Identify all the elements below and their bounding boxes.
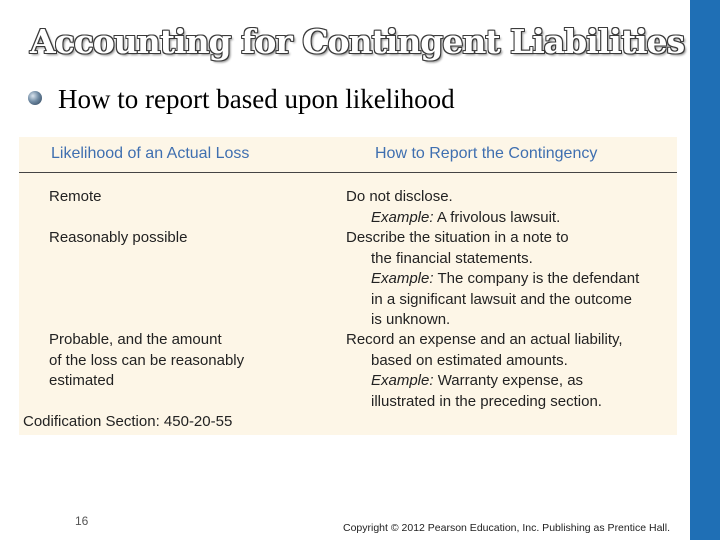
report-line: Describe the situation in a note to bbox=[346, 229, 569, 246]
example-label: Example: bbox=[371, 270, 434, 287]
example-text: is unknown. bbox=[371, 311, 451, 328]
example-text: in a significant lawsuit and the outcome bbox=[371, 290, 632, 308]
bullet-icon bbox=[28, 91, 42, 105]
slide-title: Accounting for Contingent Liabilities bbox=[30, 22, 685, 61]
table-row-remote-likelihood bbox=[49, 187, 289, 208]
likelihood-line: of the loss can be reasonably bbox=[49, 351, 245, 369]
table-row-probable-report bbox=[346, 330, 676, 412]
table-row-possible-report bbox=[346, 228, 676, 331]
table-row-possible-likelihood bbox=[49, 228, 289, 249]
example-text: illustrated in the preceding section. bbox=[371, 392, 602, 410]
likelihood-line: Remote bbox=[49, 188, 102, 205]
copyright-notice: Copyright © 2012 Pearson Education, Inc. Publishing as Prentice Hall. bbox=[343, 522, 671, 534]
example-text: Warranty expense, as bbox=[437, 372, 584, 389]
example-label: Example: bbox=[371, 208, 434, 226]
header-likelihood: Likelihood of an Actual Loss bbox=[51, 145, 250, 162]
report-line: Do not disclose. bbox=[346, 188, 453, 205]
header-report: How to Report the Contingency bbox=[375, 145, 598, 162]
example-text: The company is the defendant bbox=[437, 270, 640, 287]
accent-bar bbox=[690, 0, 720, 540]
contingency-table bbox=[19, 137, 677, 435]
table-row-probable-likelihood bbox=[49, 330, 289, 392]
example-line bbox=[346, 208, 676, 229]
codification-section: Codification Section: 450-20-55 bbox=[23, 413, 233, 430]
report-line: based on estimated amounts. bbox=[371, 351, 568, 369]
header-divider bbox=[19, 172, 677, 173]
likelihood-line: estimated bbox=[49, 372, 115, 389]
likelihood-line: Reasonably possible bbox=[49, 229, 188, 246]
page-number: 16 bbox=[75, 514, 89, 528]
likelihood-line: Probable, and the amount bbox=[49, 331, 222, 348]
example-line bbox=[346, 371, 676, 392]
example-text: A frivolous lawsuit. bbox=[436, 208, 561, 226]
example-line bbox=[346, 269, 676, 290]
bullet-text: How to report based upon likelihood bbox=[58, 84, 455, 114]
report-line: the financial statements. bbox=[371, 249, 533, 267]
table-row-remote-report bbox=[346, 187, 676, 228]
report-line: Record an expense and an actual liability, bbox=[346, 331, 623, 348]
example-label: Example: bbox=[371, 372, 434, 389]
